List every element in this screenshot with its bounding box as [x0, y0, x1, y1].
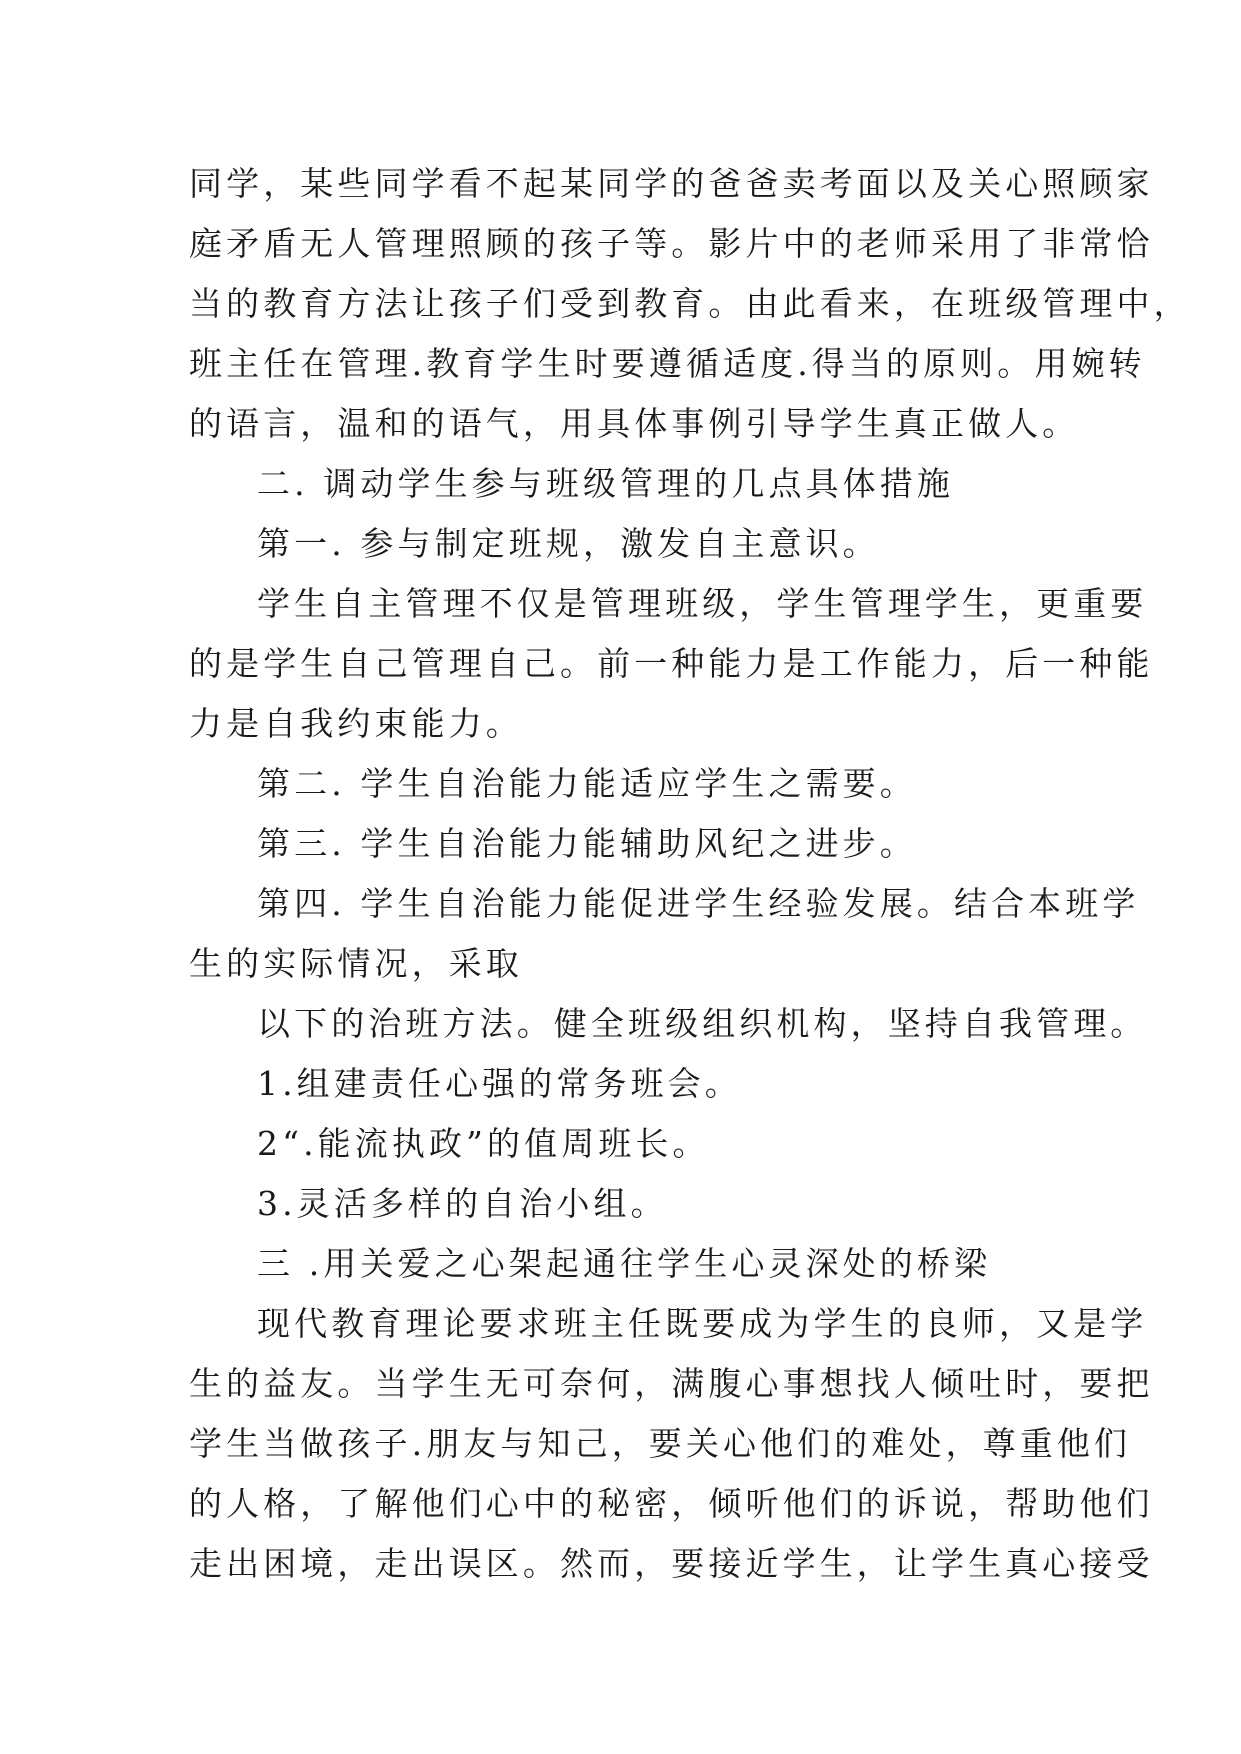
text-line: 现代教育理论要求班主任既要成为学生的良师，又是学: [257, 1304, 1148, 1343]
text-line: 庭矛盾无人管理照顾的孩子等。影片中的老师采用了非常恰: [189, 224, 1154, 263]
text-line: 班主任在管理.教育学生时要遵循适度.得当的原则。用婉转: [189, 344, 1146, 383]
text-line: 力是自我约束能力。: [189, 704, 523, 743]
text-line: 当的教育方法让孩子们受到教育。由此看来，在班级管理中，: [189, 284, 1191, 323]
text-line: 以下的治班方法。健全班级组织机构，坚持自我管理。: [257, 1004, 1148, 1043]
text-line: 生的实际情况，采取: [189, 944, 523, 983]
text-line: 第二. 学生自治能力能适应学生之需要。: [257, 764, 917, 803]
text-line: 第四. 学生自治能力能促进学生经验发展。结合本班学: [257, 884, 1140, 923]
text-line: 的是学生自己管理自己。前一种能力是工作能力，后一种能: [189, 644, 1154, 683]
section-heading: 二. 调动学生参与班级管理的几点具体措施: [257, 464, 954, 503]
text-line: 的语言，温和的语气，用具体事例引导学生真正做人。: [189, 404, 1080, 443]
body-text: [189, 154, 1191, 1594]
section-heading: 三 .用关爱之心架起通往学生心灵深处的桥梁: [257, 1244, 992, 1283]
list-item: 2“.能流执政”的值周班长。: [257, 1124, 710, 1163]
text-line: 第一. 参与制定班规，激发自主意识。: [257, 524, 880, 563]
text-line: 的人格，了解他们心中的秘密，倾听他们的诉说，帮助他们: [189, 1484, 1154, 1523]
text-line: 生的益友。当学生无可奈何，满腹心事想找人倾吐时，要把: [189, 1364, 1154, 1403]
text-line: 学生自主管理不仅是管理班级，学生管理学生，更重要: [257, 584, 1148, 623]
list-item: 1.组建责任心强的常务班会。: [257, 1064, 742, 1103]
text-line: 学生当做孩子.朋友与知己，要关心他们的难处，尊重他们: [189, 1424, 1132, 1463]
text-line: 同学，某些同学看不起某同学的爸爸卖考面以及关心照顾家: [189, 164, 1154, 203]
list-item: 3.灵活多样的自治小组。: [257, 1184, 668, 1223]
text-line: 走出困境，走出误区。然而，要接近学生，让学生真心接受: [189, 1544, 1154, 1583]
text-line: 第三. 学生自治能力能辅助风纪之进步。: [257, 824, 917, 863]
